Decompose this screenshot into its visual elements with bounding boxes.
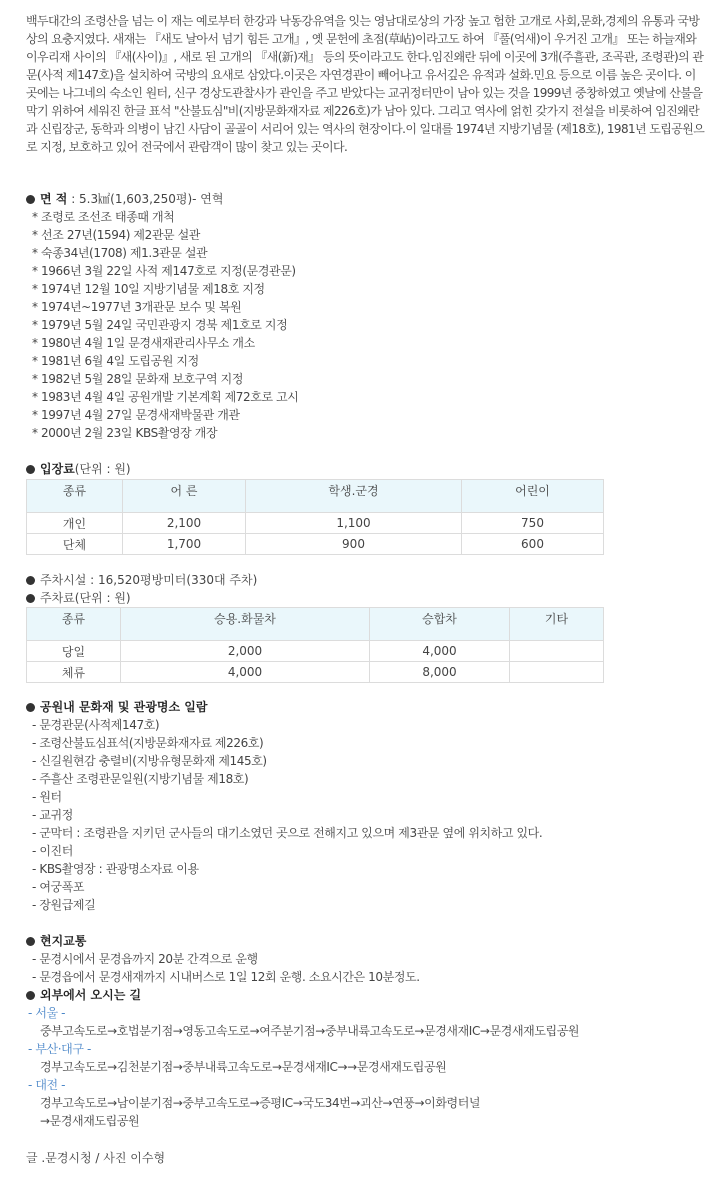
history-item: * 선조 27년(1594) 제2관문 설관 — [32, 228, 201, 242]
transport-item: - 문경읍에서 문경새재까지 시내버스로 1일 12회 운행. 소요시간은 10분정도. — [32, 970, 420, 984]
history-item: * 1981년 6월 4일 도립공원 지정 — [32, 354, 199, 368]
attraction-item: - 주흘산 조령관문일원(지방기념물 제18호) — [32, 772, 249, 786]
table-cell: 1,100 — [246, 513, 462, 534]
bullet-icon — [26, 991, 35, 1000]
column-header: 종류 — [27, 608, 121, 641]
admission-label: 입장료 — [40, 462, 75, 476]
table-cell: 2,100 — [123, 513, 246, 534]
table-cell — [510, 641, 604, 662]
history-item: * 1974년 12월 10일 지방기념물 제18호 지정 — [32, 282, 265, 296]
table-cell: 체류 — [27, 662, 121, 683]
history-item: * 조령로 조선조 태종때 개척 — [32, 210, 175, 224]
directions-label: 외부에서 오시는 길 — [40, 988, 142, 1002]
table-cell — [510, 662, 604, 683]
table-row — [27, 662, 604, 683]
history-item: * 1997년 4월 27일 문경새재박물관 개관 — [32, 408, 240, 422]
intro-text: 백두대간의 조령산을 넘는 이 재는 예로부터 한강과 낙동강유역을 잇는 영남대로상의 가장 높고 험한 고개로 사회,문화,경제의 유통과 국방상의 요충지였다. 새재는 『새도 날아서 넘기 힘든 고개』, 옛 문헌에 초점(草岾)이라고도 하여 『풀(억새)이 우거진 고개』 또는 하늘재와 이우리재 사이의 『새(사이)』, 새로 된 고개의 『새(新)재』 등의 뜻이라고도 한다.임진왜란 뒤에 이곳에 3개(주흘관, 조곡관, 조령관)의 관문(사적 제147호)을 설치하여 국방의 요새로 삼았다.이곳은 자연경관이 빼어나고 유서깊은 유적과 설화.민요 등으로 이름 높은 곳이다. 이 곳에는 나그네의 숙소인 원터, 신구 경상도관찰사가 관인을 주고 받았다는 교귀정터만이 남아 있는 것을 1999년 중창하였고 옛날에 산불을 막기 위하여 세워진 한글 표석 "산불됴심"비(지방문화재자료 제226호)가 남아 있다. 그리고 역사에 얽힌 갖가지 전설을 비롯하여 임진왜란과 신립장군, 동학과 의병이 남긴 사담이 골골이 서리어 있는 역사의 현장이다.이 일대를 1974년 지방기념물 (제18호), 1981년 도립공원으로 지정, 보호하고 있어 전국에서 관람객이 많이 찾고 있는 곳이다. — [26, 14, 705, 154]
attraction-item: - KBS촬영장 : 관광명소자료 이용 — [32, 862, 199, 876]
route-line: →문경새재도립공원 — [40, 1114, 140, 1128]
table-row — [27, 641, 604, 662]
table-cell: 600 — [462, 534, 604, 555]
route-origin: - 서울 - — [28, 1006, 66, 1020]
column-header: 승용.화물차 — [121, 608, 370, 641]
column-header: 어린이 — [462, 480, 604, 513]
area-section — [26, 190, 706, 442]
table-cell: 2,000 — [121, 641, 370, 662]
directions-section — [26, 986, 706, 1130]
bullet-icon — [26, 195, 35, 204]
attraction-item: - 교귀정 — [32, 808, 73, 822]
history-item: * 2000년 2월 23일 KBS촬영장 개장 — [32, 426, 218, 440]
intro-paragraph — [26, 12, 706, 156]
parking-fee-table — [26, 607, 604, 683]
column-header: 학생.군경 — [246, 480, 462, 513]
column-header: 어 른 — [123, 480, 246, 513]
history-item: * 1983년 4월 4일 공원개발 기본계획 제72호로 고시 — [32, 390, 299, 404]
history-item: * 1980년 4월 1일 문경새재관리사무소 개소 — [32, 336, 255, 350]
bullet-icon — [26, 465, 35, 474]
bullet-icon — [26, 703, 35, 712]
admission-unit: (단위 : 원) — [74, 462, 131, 476]
table-cell: 개인 — [27, 513, 123, 534]
bullet-icon — [26, 576, 35, 585]
route-origin: - 부산·대구 - — [28, 1042, 91, 1056]
attraction-item: - 신길원현감 충렬비(지방유형문화재 제145호) — [32, 754, 267, 768]
area-header — [26, 190, 706, 208]
table-header-row — [27, 608, 604, 641]
history-item: * 1974년~1977년 3개관문 보수 및 복원 — [32, 300, 242, 314]
table-cell: 4,000 — [370, 641, 510, 662]
attraction-item: - 장원급제길 — [32, 898, 96, 912]
table-cell: 당일 — [27, 641, 121, 662]
attraction-item: - 문경관문(사적제147호) — [32, 718, 160, 732]
attractions-section — [26, 698, 706, 914]
route-line: 경부고속도로→김천분기점→중부내륙고속도로→문경새재IC→→문경새재도립공원 — [40, 1060, 447, 1074]
history-item: * 숙종34년(1708) 제1.3관문 설관 — [32, 246, 208, 260]
admission-header — [26, 460, 706, 478]
route-line: 경부고속도로→남이분기점→중부고속도로→증평IC→국도34번→괴산→연풍→이화령터널 — [40, 1096, 481, 1110]
table-cell: 750 — [462, 513, 604, 534]
table-cell: 8,000 — [370, 662, 510, 683]
table-cell: 단체 — [27, 534, 123, 555]
route-origin: - 대전 - — [28, 1078, 66, 1092]
local-transport-section — [26, 932, 706, 986]
admission-table — [26, 479, 604, 555]
credit-text: 글 .문경시청 / 사진 이수형 — [26, 1151, 166, 1165]
attraction-item: - 이진터 — [32, 844, 73, 858]
area-label: 면 적 — [40, 192, 68, 206]
attractions-label: 공원내 문화재 및 관광명소 일람 — [40, 700, 208, 714]
parking-facility: 주차시설 : 16,520평방미터(330대 주차) — [40, 573, 258, 587]
attraction-item: - 조령산불됴심표석(지방문화재자료 제226호) — [32, 736, 264, 750]
table-header-row — [27, 480, 604, 513]
attraction-item: - 군막터 : 조령관을 지키던 군사들의 대기소였던 곳으로 전해지고 있으며 제3관문 옆에 위치하고 있다. — [32, 826, 543, 840]
attraction-item: - 여궁폭포 — [32, 880, 85, 894]
column-header: 기타 — [510, 608, 604, 641]
history-item: * 1982년 5월 28일 문화재 보호구역 지정 — [32, 372, 244, 386]
local-transport-label: 현지교통 — [40, 934, 87, 948]
parking-section — [26, 571, 706, 607]
transport-item: - 문경시에서 문경읍까지 20분 간격으로 운행 — [32, 952, 258, 966]
history-item: * 1979년 5월 24일 국민관광지 경북 제1호로 지정 — [32, 318, 288, 332]
history-item: * 1966년 3월 22일 사적 제147호로 지정(문경관문) — [32, 264, 296, 278]
bullet-icon — [26, 937, 35, 946]
table-row — [27, 513, 604, 534]
credit — [26, 1149, 706, 1167]
column-header: 승합차 — [370, 608, 510, 641]
attraction-item: - 원터 — [32, 790, 62, 804]
table-row — [27, 534, 604, 555]
table-cell: 4,000 — [121, 662, 370, 683]
bullet-icon — [26, 594, 35, 603]
column-header: 종류 — [27, 480, 123, 513]
route-line: 중부고속도로→호법분기점→영동고속도로→여주분기점→중부내륙고속도로→문경새재IC→문경새재도립공원 — [40, 1024, 580, 1038]
parking-fee-label: 주차료(단위 : 원) — [40, 591, 131, 605]
table-cell: 900 — [246, 534, 462, 555]
table-cell: 1,700 — [123, 534, 246, 555]
area-value: : 5.3㎢(1,603,250평)- 연혁 — [67, 192, 224, 206]
